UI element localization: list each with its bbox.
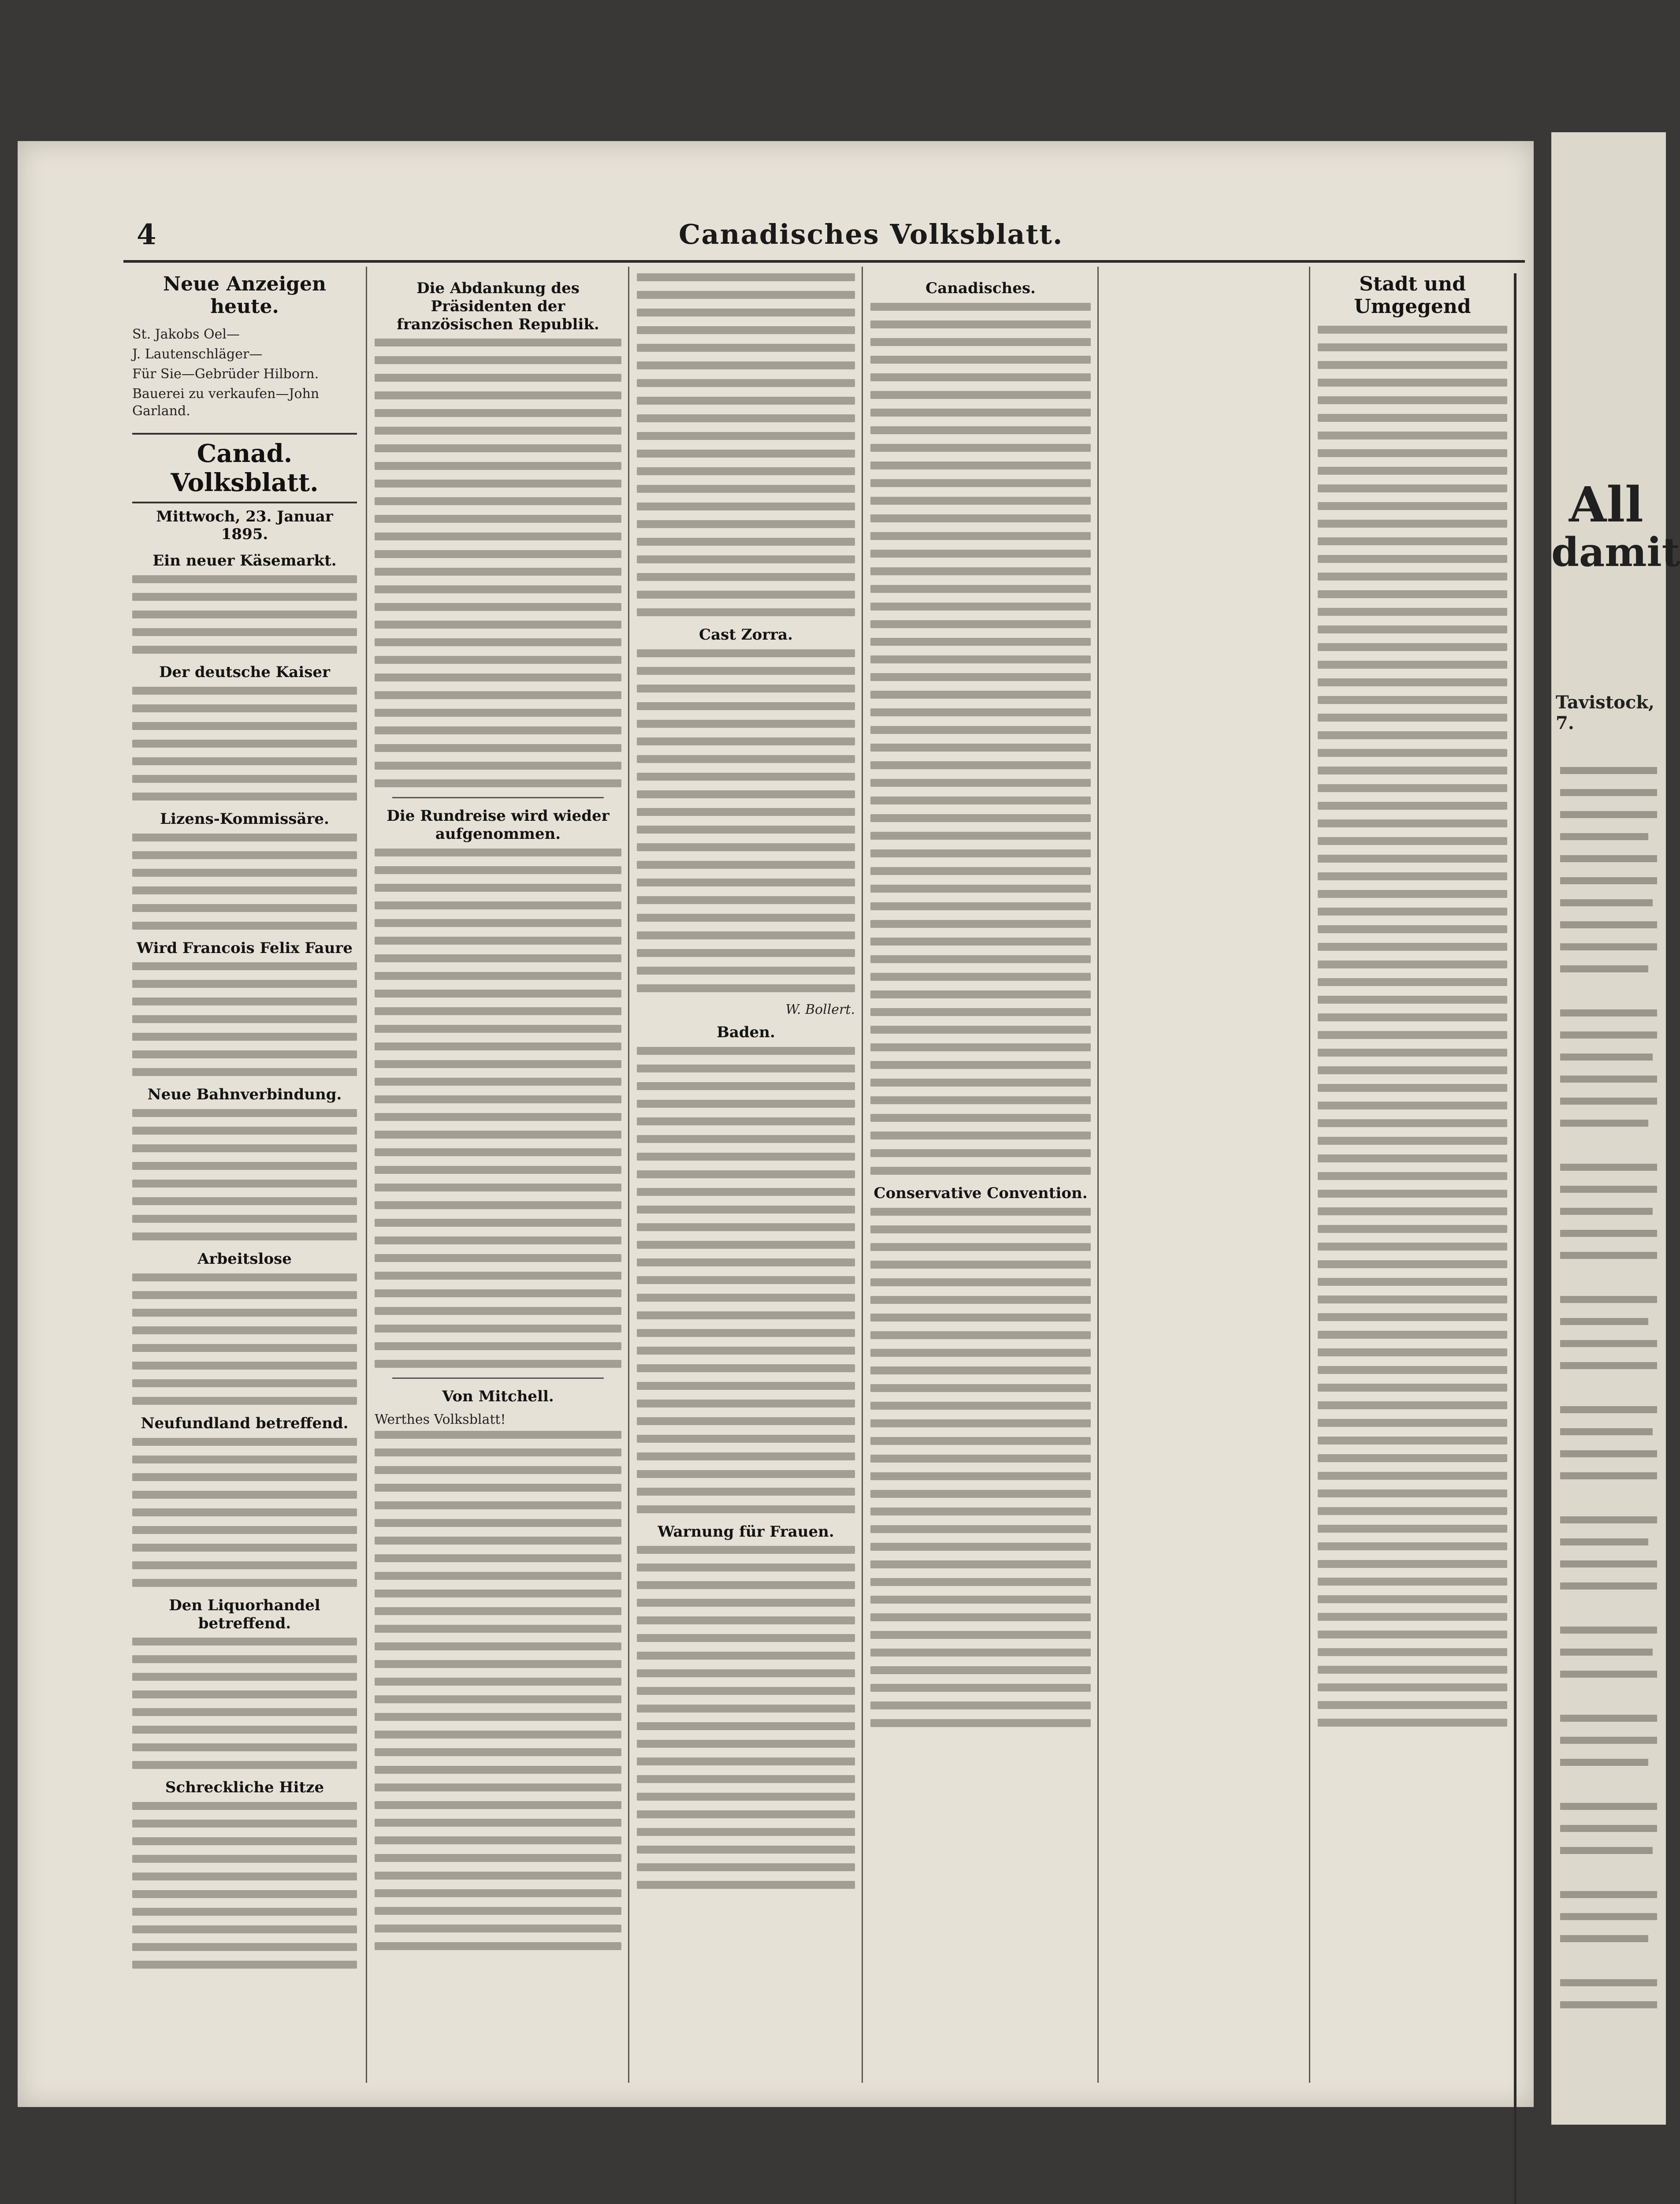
column-1 <box>132 273 357 2081</box>
headline: Cast Zorra. <box>699 626 793 644</box>
headline: Schreckliche Hitze <box>165 1779 324 1797</box>
column-rule <box>1097 267 1099 2083</box>
article-text <box>637 1546 855 1889</box>
anzeige-item: J. Lautenschläger— <box>132 346 263 362</box>
anzeige-item: St. Jakobs Oel— <box>132 327 240 343</box>
page-number: 4 <box>137 218 156 251</box>
headline: Baden. <box>717 1023 775 1041</box>
page-edge-rule <box>1514 273 1516 2204</box>
headline: Der deutsche Kaiser <box>159 663 330 681</box>
header-rule <box>123 260 1525 263</box>
adjacent-page-text: Tavistock, 7. <box>1556 692 1654 733</box>
article-text <box>375 849 621 1368</box>
salutation: Werthes Volksblatt! <box>375 1411 506 1427</box>
column-5 <box>1318 273 1507 2081</box>
article-text <box>637 273 855 616</box>
anzeige-item: Für Sie—Gebrüder Hilborn. <box>132 366 319 382</box>
article-text <box>132 962 357 1076</box>
column-rule <box>366 267 367 2083</box>
headline: Die Abdankung des Präsidenten der französischen Republik. <box>397 279 599 333</box>
column-2 <box>375 273 621 2081</box>
article-text <box>132 1109 357 1240</box>
article-text <box>870 303 1091 1175</box>
column-4 <box>870 273 1091 2081</box>
article-text <box>132 1273 357 1405</box>
article-text <box>132 687 357 800</box>
headline: Canadisches. <box>925 279 1036 297</box>
column-rule <box>862 267 863 2083</box>
article-text <box>870 1208 1091 1727</box>
headline: Von Mitchell. <box>442 1387 554 1405</box>
headline: Arbeitslose <box>197 1250 292 1268</box>
separator <box>392 1378 604 1379</box>
signature: W. Bollert. <box>785 1001 855 1017</box>
headline: Conservative Convention. <box>873 1184 1088 1202</box>
article-text <box>132 1802 357 1969</box>
headline: Neue Bahnverbindung. <box>147 1086 342 1104</box>
article-text <box>375 339 621 787</box>
headline: Wird Francois Felix Faure <box>137 939 353 957</box>
paper-title: Canad. Volksblatt. <box>132 433 357 503</box>
article-text <box>132 575 357 654</box>
headline: Warnung für Frauen. <box>658 1523 834 1541</box>
headline: Lizens-Kommissäre. <box>160 810 329 828</box>
masthead: Canadisches Volksblatt. <box>679 218 1063 250</box>
article-text <box>1318 326 1507 1727</box>
issue-date: Mittwoch, 23. Januar 1895. <box>156 508 333 544</box>
adjacent-page-text: All <box>1569 476 1643 533</box>
adjacent-page-text: damit <box>1551 529 1680 576</box>
article-text <box>132 1438 357 1587</box>
column-rule <box>1309 267 1310 2083</box>
headline: Den Liquorhandel betreffend. <box>169 1596 320 1632</box>
article-text <box>375 1431 621 1950</box>
newspaper-page <box>18 141 1534 2107</box>
headline: Die Rundreise wird wieder aufgenommen. <box>387 807 610 843</box>
headline: Neufundland betreffend. <box>141 1414 349 1432</box>
article-text <box>637 1047 855 1513</box>
separator <box>392 797 604 798</box>
anzeige-item: Bauerei zu verkaufen—John Garland. <box>132 386 320 419</box>
headline: Stadt und Umgegend <box>1354 273 1471 318</box>
column-3 <box>637 273 855 2081</box>
article-text <box>637 649 855 992</box>
adjacent-page-edge <box>1551 132 1680 2125</box>
running-head <box>137 218 1520 258</box>
column-rule <box>628 267 629 2083</box>
headline: Ein neuer Käsemarkt. <box>152 552 337 570</box>
article-text <box>132 1638 357 1769</box>
neue-anzeigen-heading: Neue Anzeigen heute. <box>163 273 327 318</box>
article-text <box>132 834 357 930</box>
